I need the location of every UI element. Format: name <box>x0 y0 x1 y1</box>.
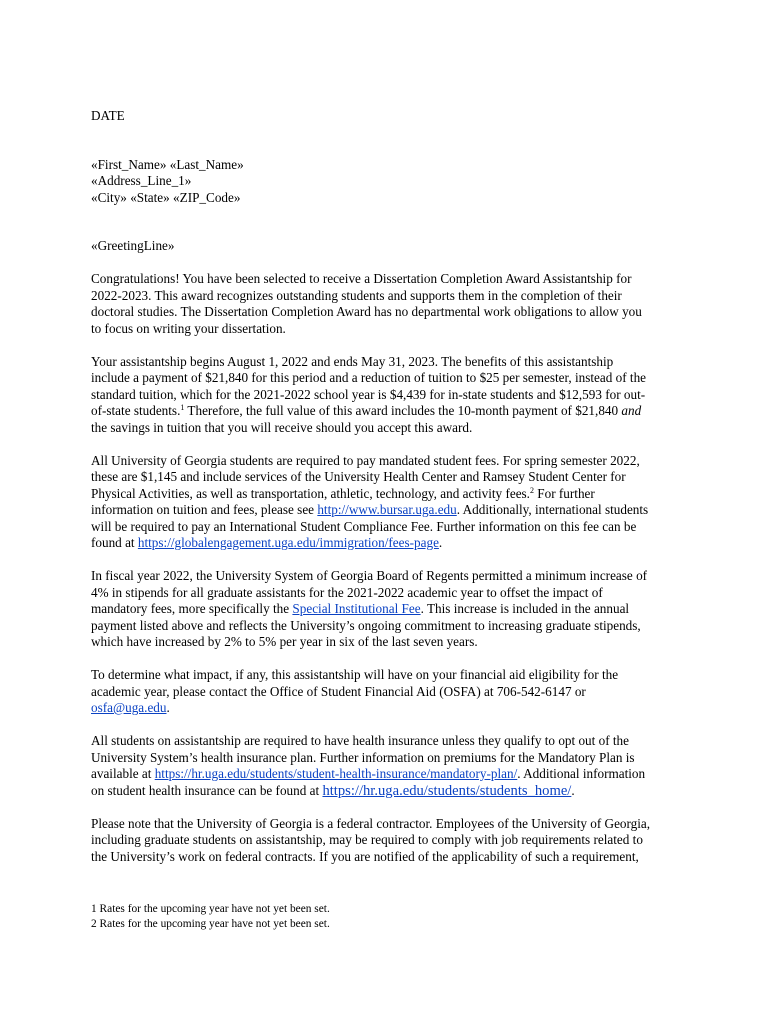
students-home-link[interactable]: https://hr.uga.edu/students/students_home/ <box>322 782 572 799</box>
address-line: «Address_Line_1» <box>91 173 192 188</box>
mandatory-plan-link[interactable]: https://hr.uga.edu/students/student-health-insurance/mandatory-plan/ <box>154 766 518 781</box>
letter-body <box>91 108 685 865</box>
fees-page-link[interactable]: https://globalengagement.uga.edu/immigration/fees-page <box>137 535 439 550</box>
paragraph-health-insurance: All students on assistantship are required to have health insurance unless they qualify to opt out of the University System’s health insurance plan. Further information on premiums for the Mandatory Plan is available at https://hr.uga.edu/students/student-health-insurance/mandatory-plan/. Additional information on student health insurance can be found at https://hr.uga.edu/students/students_home/. <box>91 733 646 799</box>
bursar-link[interactable]: http://www.bursar.uga.edu <box>317 502 457 517</box>
date-line: DATE <box>91 108 125 123</box>
footnote-ref-2: 2 <box>529 485 534 495</box>
footnotes <box>91 902 330 932</box>
footnote-ref-1: 1 <box>180 403 185 412</box>
footnote-2: 2 Rates for the upcoming year have not yet been set. <box>91 918 330 930</box>
paragraph-stipend-increase: In fiscal year 2022, the University System of Georgia Board of Regents permitted a minimum increase of 4% in stipends for all graduate assistants for the 2021-2022 academic year to offset the impact of mandatory fees, more specifically the Special Institutional Fee. This increase is included in the annual payment listed above and reflects the University’s ongoing commitment to increasing graduate stipends, which have increased by 2% to 5% per year in six of the last seven years. <box>91 568 648 649</box>
paragraph-congratulations: Congratulations! You have been selected to receive a Dissertation Completion Award Assistantship for 2022-2023. This award recognizes outstanding students and supports them in the completion of their doctoral studies. The Dissertation Completion Award has no departmental work obligations to allow you to focus on writing your dissertation. <box>91 271 642 336</box>
address-block <box>91 157 685 207</box>
special-institutional-fee-link[interactable]: Special Institutional Fee <box>292 601 421 616</box>
address-line: «First_Name» «Last_Name» <box>91 156 244 172</box>
paragraph-assistantship-terms: Your assistantship begins August 1, 2022 and ends May 31, 2023. The benefits of this assistantship include a payment of $21,840 for this period and a reduction of tuition to $25 per semester, instead of the standard tuition, which for the 2021-2022 school year is $4,439 for in-state students and $12,593 for out- of-state students.$^1$ Therefore, the full value of this award includes the 10-month payment of $21,840 and the savings in tuition that you will receive should you accept this award. <box>91 353 647 435</box>
footnote-1: 1 Rates for the upcoming year have not yet been set. <box>91 903 330 915</box>
paragraph-student-fees: All University of Georgia students are required to pay mandated student fees. For spring semester 2022, these are $1,145 and include services of the University Health Center and Ramsey Student Center for Physical Activities, as well as transportation, athletic, technology, and activity fees.$^2$ For further information on tuition and fees, please see http://www.bursar.uga.edu. Additionally, international students will be required to pay an International Student Compliance Fee. Further information on this fee can be found at https://globalengagement.uga.edu/immigration/fees-page. <box>91 452 649 550</box>
osfa-email-link[interactable]: osfa@uga.edu <box>91 700 167 715</box>
paragraph-financial-aid: To determine what impact, if any, this assistantship will have on your financial aid eligibility for the academic year, please contact the Office of Student Financial Aid (OSFA) at 706-542-6147 or osfa@uga.edu. <box>91 667 619 715</box>
address-line: «City» «State» «ZIP_Code» <box>91 189 241 205</box>
greeting-line: «GreetingLine» <box>91 238 175 253</box>
paragraph-federal-contractor: Please note that the University of Georgia is a federal contractor. Employees of the University of Georgia, including graduate students on assistantship, may be required to comply with job requirements related to the University’s work on federal contracts. If you are notified of the applicability of such a requirement, <box>91 815 651 864</box>
